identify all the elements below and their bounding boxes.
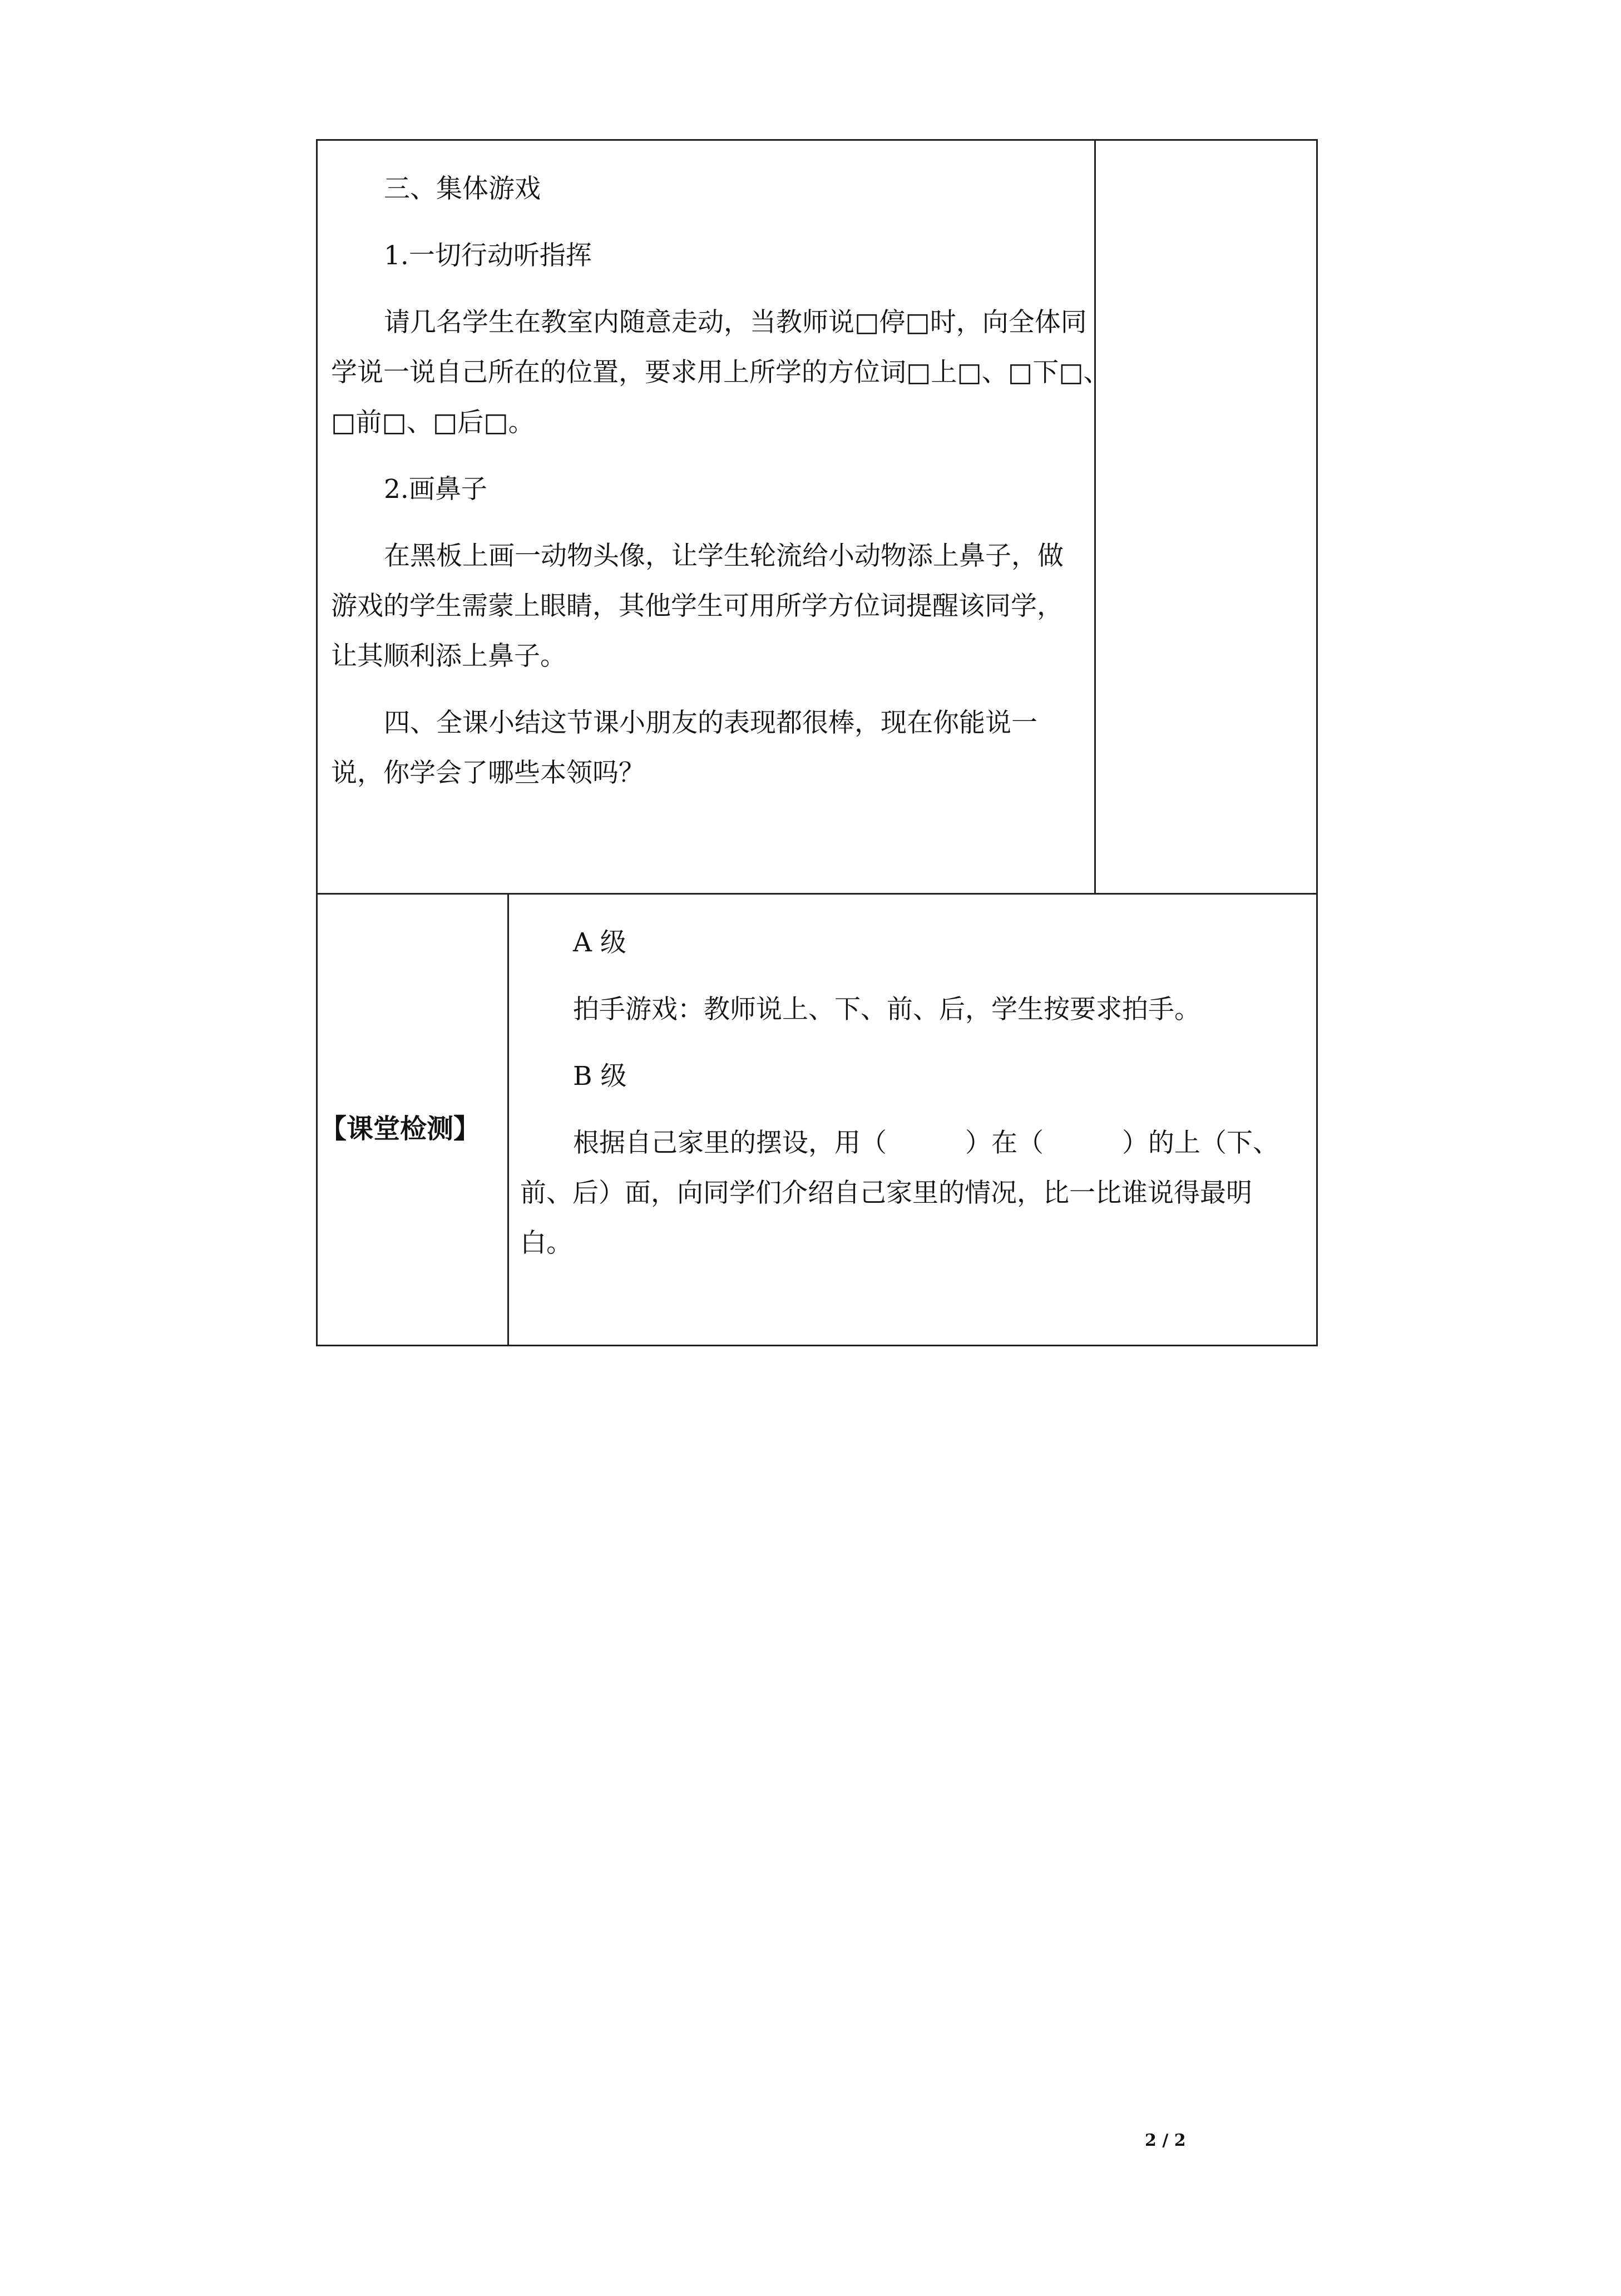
table-left-border (316, 139, 318, 1346)
game-1-line-2: 学说一说自己所在的位置，要求用上所学的方位词□上□、□下□、 (331, 357, 1110, 388)
summary-line-1: 四、全课小结这节课小朋友的表现都很棒，现在你能说一 (384, 708, 1037, 738)
table-bottom-border (316, 1345, 1318, 1346)
level-a-heading: A 级 (573, 927, 626, 958)
level-a-text: 拍手游戏：教师说上、下、前、后，学生按要求拍手。 (573, 994, 1200, 1025)
level-b-line-2: 前、后）面，向同学们介绍自己家里的情况，比一比谁说得最明 (520, 1178, 1252, 1208)
game-1-line-1: 请几名学生在教室内随意走动，当教师说□停□时，向全体同 (384, 307, 1087, 338)
game-2-line-3: 让其顺利添上鼻子。 (331, 641, 566, 671)
game-2-line-1: 在黑板上画一动物头像，让学生轮流给小动物添上鼻子，做 (384, 541, 1064, 571)
game-1-title: 1.一切行动听指挥 (384, 240, 592, 271)
game-1-line-3: □前□、□后□。 (331, 407, 535, 438)
table-top-border (316, 139, 1318, 141)
summary-line-2: 说，你学会了哪些本领吗？ (331, 758, 645, 788)
level-b-line-1: 根据自己家里的摆设，用（ ）在（ ）的上（下、 (573, 1128, 1279, 1158)
page-number: 2 / 2 (1145, 2131, 1186, 2150)
table-right-border (1316, 139, 1318, 1346)
game-2-line-2: 游戏的学生需蒙上眼睛，其他学生可用所学方位词提醒该同学， (331, 591, 1063, 621)
lesson-column-divider (1094, 139, 1096, 895)
level-b-heading: B 级 (573, 1061, 627, 1092)
game-2-title: 2.画鼻子 (384, 474, 487, 505)
section-heading-group-games: 三、集体游戏 (384, 174, 541, 204)
classroom-check-label: 【课堂检测】 (320, 1113, 481, 1144)
level-b-line-3: 白。 (520, 1228, 572, 1258)
table-middle-border (316, 893, 1318, 895)
label-column-divider (507, 893, 509, 1346)
